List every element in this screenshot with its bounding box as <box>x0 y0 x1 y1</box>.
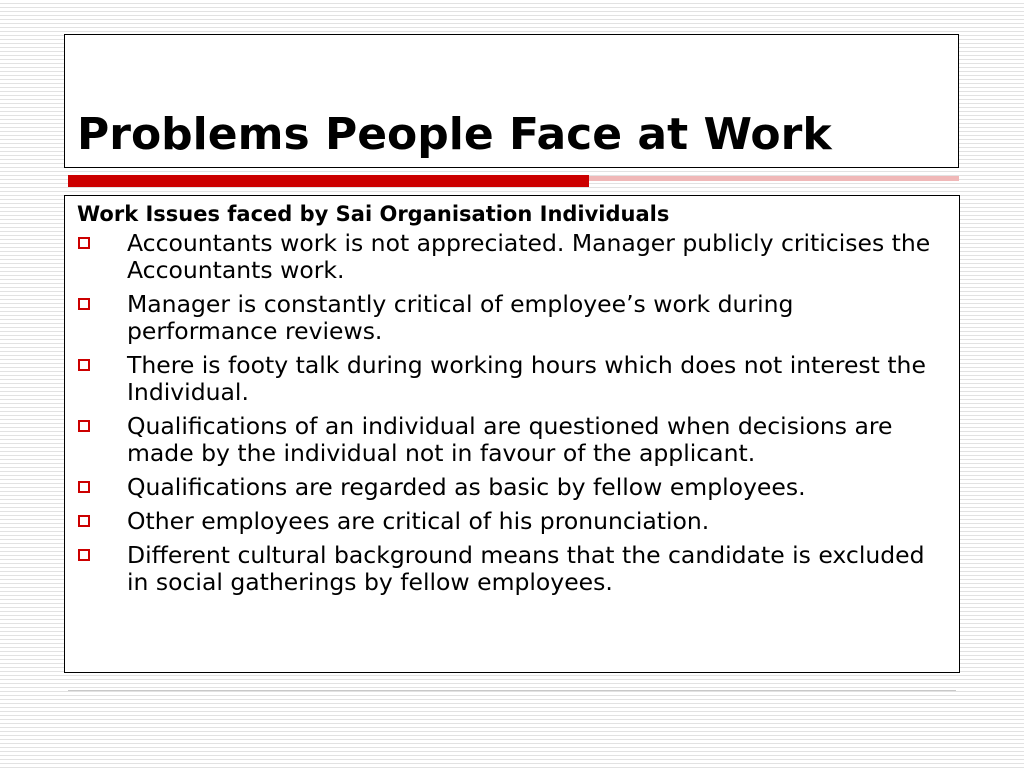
list-item <box>77 413 949 467</box>
bullet-text: Manager is constantly critical of employee’s work during performance reviews. <box>127 290 794 345</box>
title-box <box>64 34 959 168</box>
title-accent-bar <box>68 175 589 187</box>
bullet-text: Different cultural background means that the candidate is excluded in social gatherings by fellow employees. <box>127 541 925 596</box>
hollow-square-icon <box>78 359 90 371</box>
bullet-list <box>77 230 949 596</box>
list-item <box>77 352 949 406</box>
title-accent-bar-light <box>589 176 959 181</box>
bullet-text: Qualifications are regarded as basic by fellow employees. <box>127 473 806 501</box>
bullet-text: Accountants work is not appreciated. Manager publicly criticises the Accountants work. <box>127 229 931 284</box>
list-item <box>77 291 949 345</box>
hollow-square-icon <box>78 515 90 527</box>
hollow-square-icon <box>78 549 90 561</box>
footer-divider <box>68 690 956 691</box>
hollow-square-icon <box>78 481 90 493</box>
list-item <box>77 474 949 501</box>
bullet-text: Qualifications of an individual are questioned when decisions are made by the individual not in favour of the applicant. <box>127 412 893 467</box>
list-item <box>77 230 949 284</box>
hollow-square-icon <box>78 298 90 310</box>
bullet-text: Other employees are critical of his pronunciation. <box>127 507 710 535</box>
list-item <box>77 508 949 535</box>
hollow-square-icon <box>78 420 90 432</box>
hollow-square-icon <box>78 237 90 249</box>
content-heading: Work Issues faced by Sai Organisation Individuals <box>77 202 670 226</box>
slide-title: Problems People Face at Work <box>77 109 832 160</box>
list-item <box>77 542 949 596</box>
bullet-text: There is footy talk during working hours which does not interest the Individual. <box>127 351 926 406</box>
content-box <box>64 195 960 673</box>
